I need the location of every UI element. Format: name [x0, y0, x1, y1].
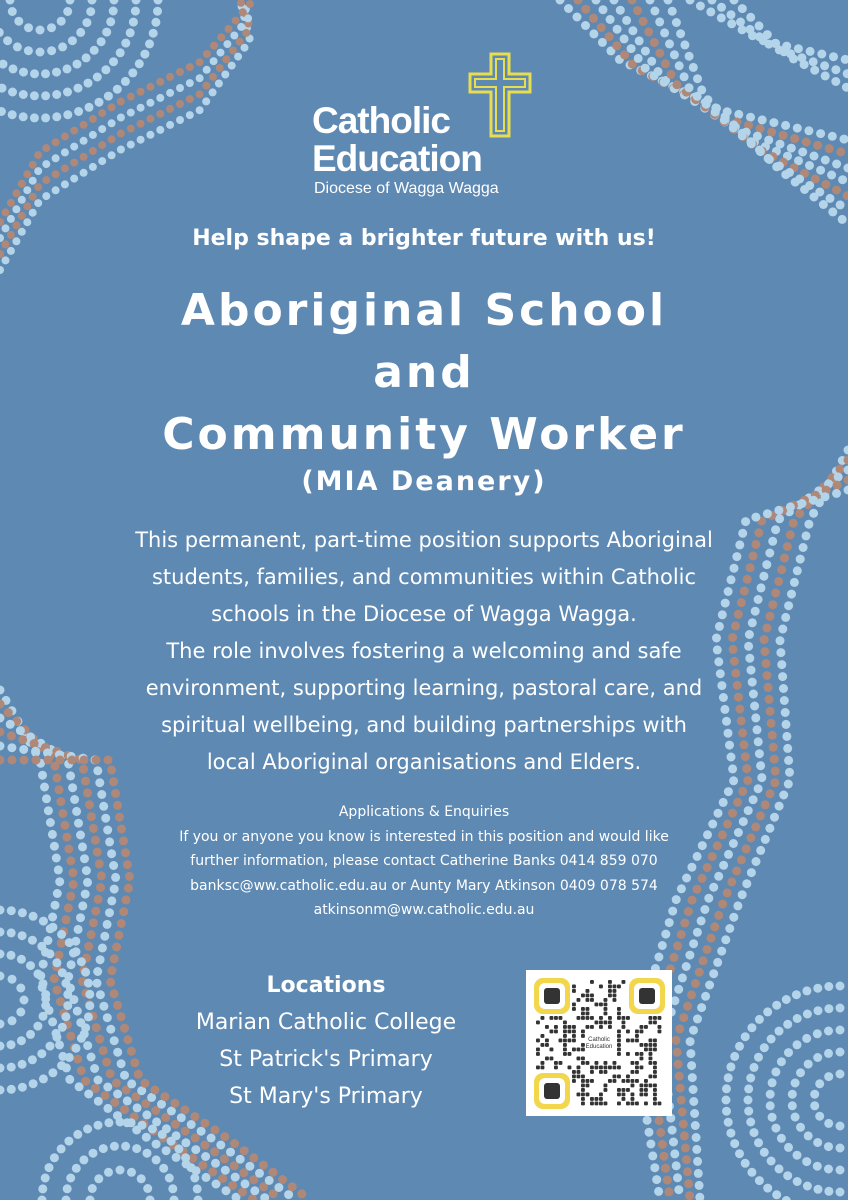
job-title-line: and: [373, 347, 475, 398]
description-line: schools in the Diocese of Wagga Wagga.: [211, 602, 637, 626]
job-title-line: Aboriginal School: [180, 285, 668, 336]
location-item: Marian Catholic College: [195, 1010, 457, 1035]
description-line: This permanent, part-time position supports Aboriginal: [135, 528, 713, 552]
position-description: [40, 522, 808, 781]
job-title: [0, 280, 848, 466]
locations-heading: Locations: [266, 973, 386, 998]
location-item: St Mary's Primary: [229, 1084, 423, 1109]
description-line: local Aboriginal organisations and Elders.: [206, 750, 642, 774]
qr-code-icon: [526, 970, 672, 1116]
logo-text-catholic: Catholic: [312, 100, 450, 141]
qr-center-text: Catholic: [588, 1037, 610, 1043]
locations-list: [150, 968, 502, 1115]
job-title-line: Community Worker: [162, 409, 686, 460]
applications-line: banksc@ww.catholic.edu.au or Aunty Mary Atkinson 0409 078 574: [190, 877, 658, 894]
qr-code[interactable]: [526, 970, 672, 1116]
applications-line: further information, please contact Catherine Banks 0414 859 070: [190, 853, 658, 869]
description-line: environment, supporting learning, pastoral care, and: [145, 676, 703, 700]
applications-heading: Applications & Enquiries: [338, 804, 510, 820]
description-line: spiritual wellbeing, and building partnerships with: [161, 713, 687, 737]
description-line: students, families, and communities within Catholic: [151, 565, 697, 589]
applications-line: atkinsonm@ww.catholic.edu.au: [313, 902, 535, 918]
location-item: St Patrick's Primary: [219, 1047, 433, 1072]
cross-icon: [468, 52, 532, 138]
description-line: The role involves fostering a welcoming and safe: [166, 639, 682, 663]
logo-diocese-text: Diocese of Wagga Wagga: [314, 180, 499, 197]
logo-text-education: Education: [312, 138, 482, 179]
tagline: Help shape a brighter future with us!: [192, 226, 656, 251]
deanery-subtitle: (MIA Deanery): [301, 466, 547, 497]
qr-center-text: Education: [585, 1044, 613, 1050]
catholic-education-logo: [312, 52, 552, 202]
applications-enquiries: [60, 800, 788, 923]
applications-line: If you or anyone you know is interested in this position and would like: [179, 828, 669, 845]
